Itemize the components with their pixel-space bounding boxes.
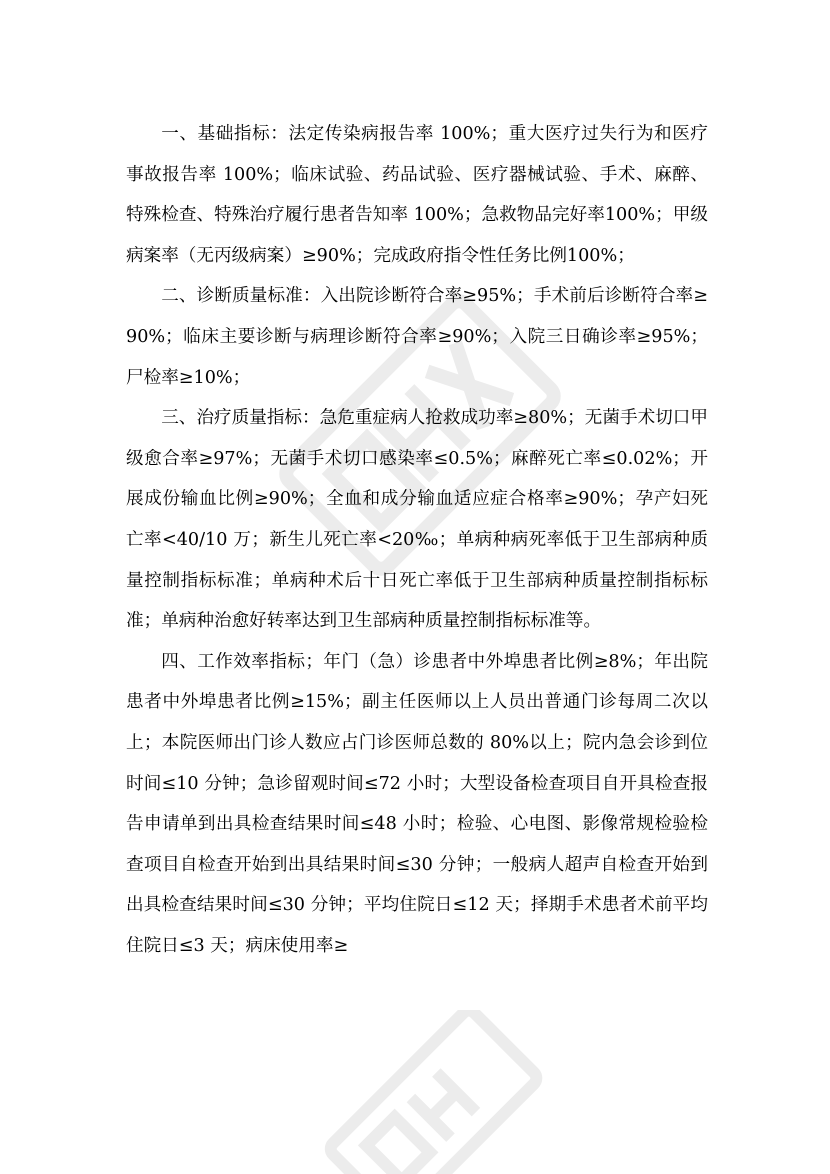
paragraph-treatment-quality: 三、治疗质量指标：急危重症病人抢救成功率≥80%；无菌手术切口甲级愈合率≥97%；无菌手术切口感染率≤0.5%；麻醉死亡率≤0.02%；开展成份输血比例≥90%；全血和成分输血适应症合格率≥90%；孕产妇死亡率<40/10 万；新生儿死亡率<20‰；单病种病死率低于卫生部病种质量控制指标标准；单病种术后十日死亡率低于卫生部病种质量控制指标标准；单病种治愈好转率达到卫生部病种质量控制指标标准等。 — [126, 408, 708, 632]
paragraph-work-efficiency: 四、工作效率指标；年门（急）诊患者中外埠患者比例≥8%；年出院患者中外埠患者比例≥15%；副主任医师以上人员出普通门诊每周二次以上；本院医师出门诊人数应占门诊医师总数的 80%以上；院内急会诊到位时间≤10 分钟；急诊留观时间≤72 小时；大型设备检查项目自开具检查报告申请单到出具检查结果时间≤48 小时；检验、心电图、影像常规检验检查项目自检查开始到出具结果时间≤30 分钟；一般病人超声自检查开始到出具检查结果时间≤30 分钟；平均住院日≤12 天；择期手术患者术前平均住院日≤3 天；病床使用率≥ — [126, 651, 708, 956]
watermark-logo-bottom — [300, 1010, 560, 1174]
paragraph-basic-indicators: 一、基础指标：法定传染病报告率 100%；重大医疗过失行为和医疗事故报告率 100%；临床试验、药品试验、医疗器械试验、手术、麻醉、特殊检查、特殊治疗履行患者告知率 100%；急救物品完好率100%；甲级病案率（无丙级病案）≥90%；完成政府指令性任务比例100%； — [126, 124, 708, 266]
paragraph-diagnosis-quality: 二、诊断质量标准：入出院诊断符合率≥95%；手术前后诊断符合率≥90%；临床主要诊断与病理诊断符合率≥90%；入院三日确诊率≥95%；尸检率≥10%； — [126, 286, 708, 388]
document-body — [126, 114, 708, 966]
